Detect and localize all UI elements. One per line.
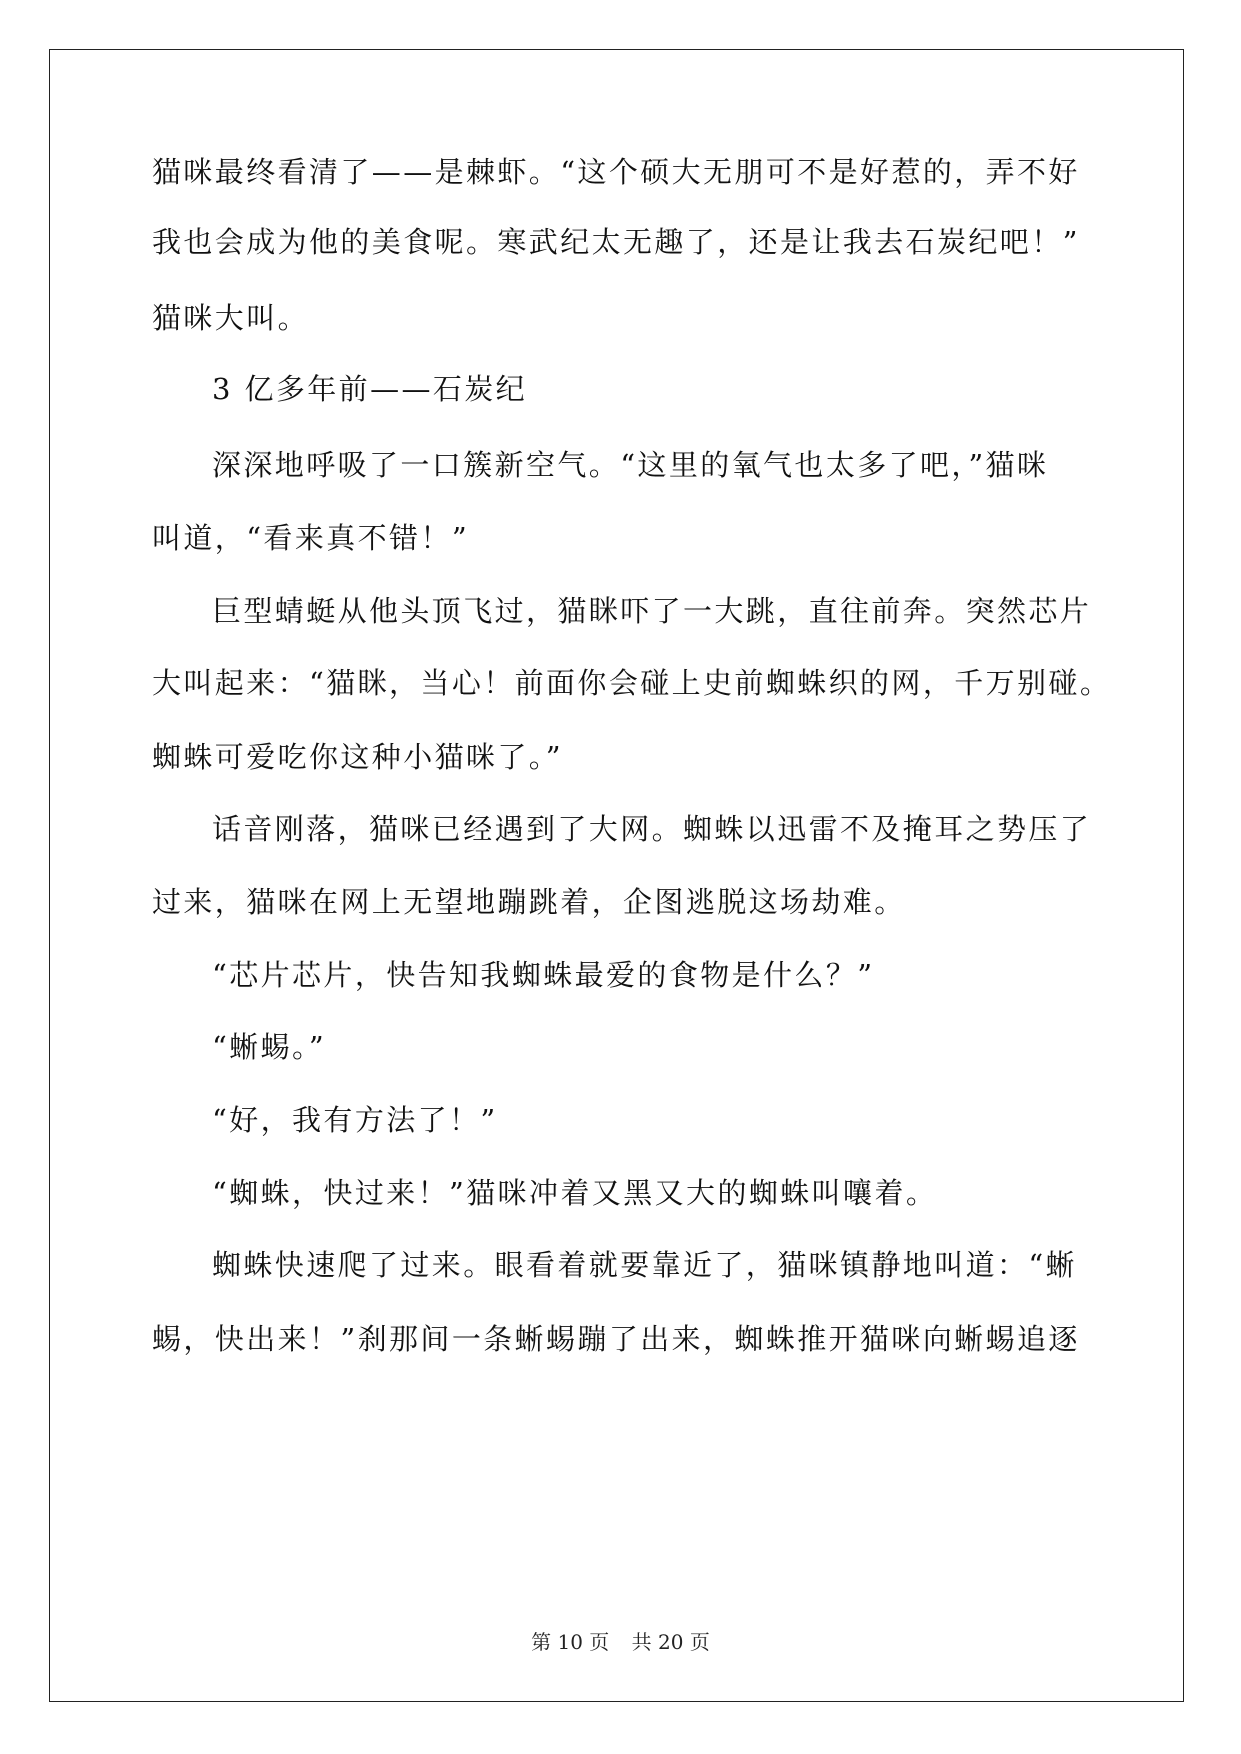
text-line: 蜴，快出来！”刹那间一条蜥蜴蹦了出来，蜘蛛推开猫咪向蜥蜴追逐 bbox=[152, 1322, 1080, 1356]
text-line: “芯片芯片，快告知我蜘蛛最爱的食物是什么？” bbox=[212, 958, 875, 992]
text-line: “蜘蛛，快过来！”猫咪冲着又黑又大的蜘蛛叫嚷着。 bbox=[212, 1176, 938, 1210]
text-line: 猫咪最终看清了——是棘虾。“这个硕大无朋可不是好惹的，弄不好 bbox=[152, 155, 1080, 189]
text-line: 巨型蜻蜓从他头顶飞过，猫眯吓了一大跳，直往前奔。突然芯片 bbox=[212, 594, 1092, 628]
text-line: 大叫起来：“猫眯，当心！前面你会碰上史前蜘蛛织的网，千万别碰。 bbox=[152, 666, 1112, 700]
text-line: 我也会成为他的美食呢。寒武纪太无趣了，还是让我去石炭纪吧！” bbox=[152, 225, 1080, 259]
text-line: 蜘蛛可爱吃你这种小猫咪了。” bbox=[152, 740, 563, 774]
section-heading: 3 亿多年前——石炭纪 bbox=[212, 372, 528, 406]
text-line: 深深地呼吸了一口簇新空气。“这里的氧气也太多了吧，”猫咪 bbox=[212, 448, 1049, 482]
text-line: 叫道，“看来真不错！” bbox=[152, 521, 470, 555]
text-line: 蜘蛛快速爬了过来。眼看着就要靠近了，猫咪镇静地叫道：“蜥 bbox=[212, 1248, 1078, 1282]
text-line: 过来，猫咪在网上无望地蹦跳着，企图逃脱这场劫难。 bbox=[152, 885, 906, 919]
text-line: “蜥蜴。” bbox=[212, 1030, 327, 1064]
page-footer bbox=[0, 1626, 1241, 1655]
page-border bbox=[49, 49, 1184, 1702]
page-total: 共 20 页 bbox=[631, 1630, 710, 1654]
page-number: 第 10 页 bbox=[531, 1630, 610, 1654]
text-line: 话音刚落，猫咪已经遇到了大网。蜘蛛以迅雷不及掩耳之势压了 bbox=[212, 812, 1092, 846]
text-line: “好，我有方法了！” bbox=[212, 1103, 498, 1137]
text-line: 猫咪大叫。 bbox=[152, 301, 310, 335]
